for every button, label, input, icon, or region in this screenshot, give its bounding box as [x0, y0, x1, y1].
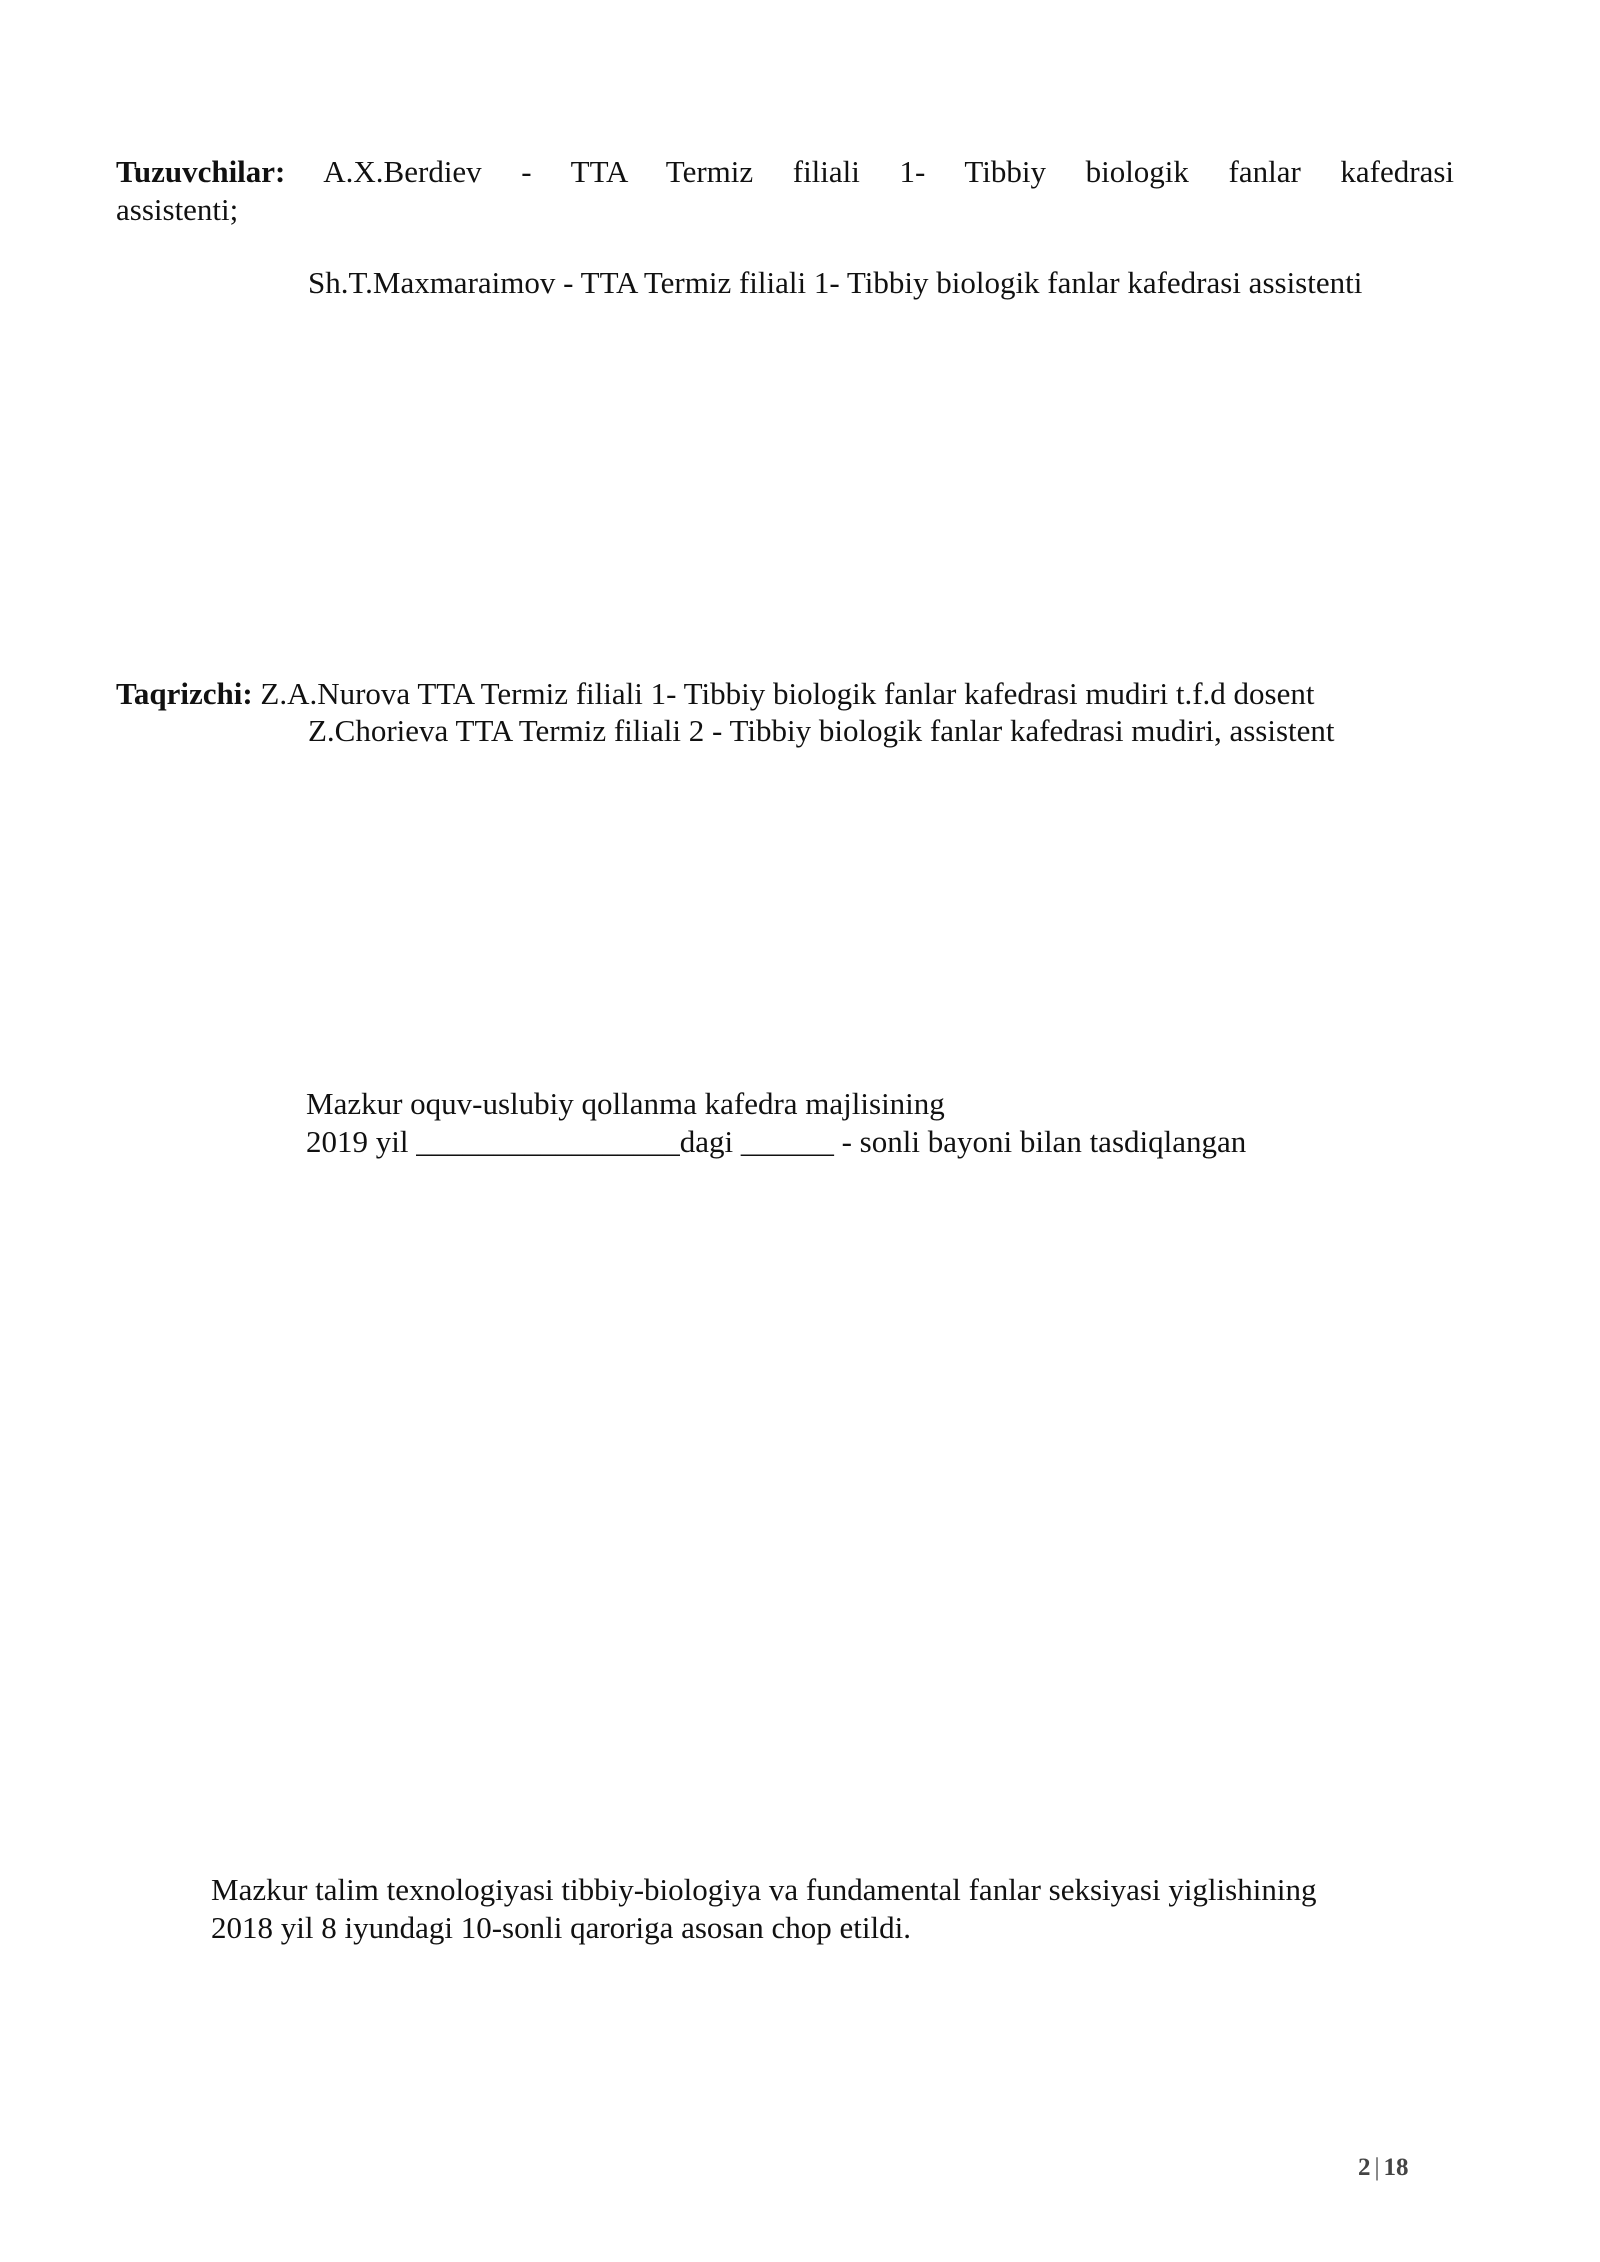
compiler-word: kafedrasi	[1340, 154, 1455, 189]
compiler-word: fanlar	[1228, 154, 1301, 189]
compilers-label: Tuzuvchilar:	[116, 154, 286, 189]
approval-line-1: Mazkur oquv-uslubiy qollanma kafedra majlisining	[306, 1086, 945, 1121]
reviewer-first: Z.A.Nurova TTA Termiz filiali 1- Tibbiy biologik fanlar kafedrasi mudiri t.f.d dosent	[260, 676, 1315, 711]
page-number-separator: |	[1374, 2154, 1380, 2181]
compiler-word: filiali	[792, 154, 860, 189]
page-number	[1358, 2149, 1409, 2187]
reviewers-first-line	[116, 675, 1314, 713]
reviewers-label: Taqrizchi:	[116, 676, 253, 711]
compiler-word: -	[521, 154, 532, 189]
compiler-word: Termiz	[665, 154, 754, 189]
compilers-first-continuation: assistenti;	[116, 192, 239, 227]
compiler-word: Tibbiy	[964, 154, 1046, 189]
approval-line-2: 2019 yil _________________dagi ______ - sonli bayoni bilan tasdiqlangan	[306, 1124, 1247, 1159]
compiler-word: A.X.Berdiev	[323, 154, 482, 189]
compiler-word: biologik	[1085, 154, 1189, 189]
publication-line-2: 2018 yil 8 iyundagi 10-sonli qaroriga asosan chop etildi.	[211, 1910, 911, 1945]
compiler-word: 1-	[899, 154, 926, 189]
reviewer-second: Z.Chorieva TTA Termiz filiali 2 - Tibbiy biologik fanlar kafedrasi mudiri, assistent	[308, 713, 1335, 748]
page-number-total: 18	[1383, 2154, 1409, 2181]
compiler-word: TTA	[570, 154, 627, 189]
page-number-current: 2	[1358, 2154, 1371, 2181]
compilers-first-line	[116, 153, 1454, 191]
publication-note	[211, 1871, 1316, 1947]
approval-note	[306, 1085, 1246, 1161]
compilers-second: Sh.T.Maxmaraimov - TTA Termiz filiali 1- Tibbiy biologik fanlar kafedrasi assistenti	[308, 265, 1363, 300]
publication-line-1: Mazkur talim texnologiyasi tibbiy-biologiya va fundamental fanlar seksiyasi yiglishining	[211, 1872, 1317, 1907]
